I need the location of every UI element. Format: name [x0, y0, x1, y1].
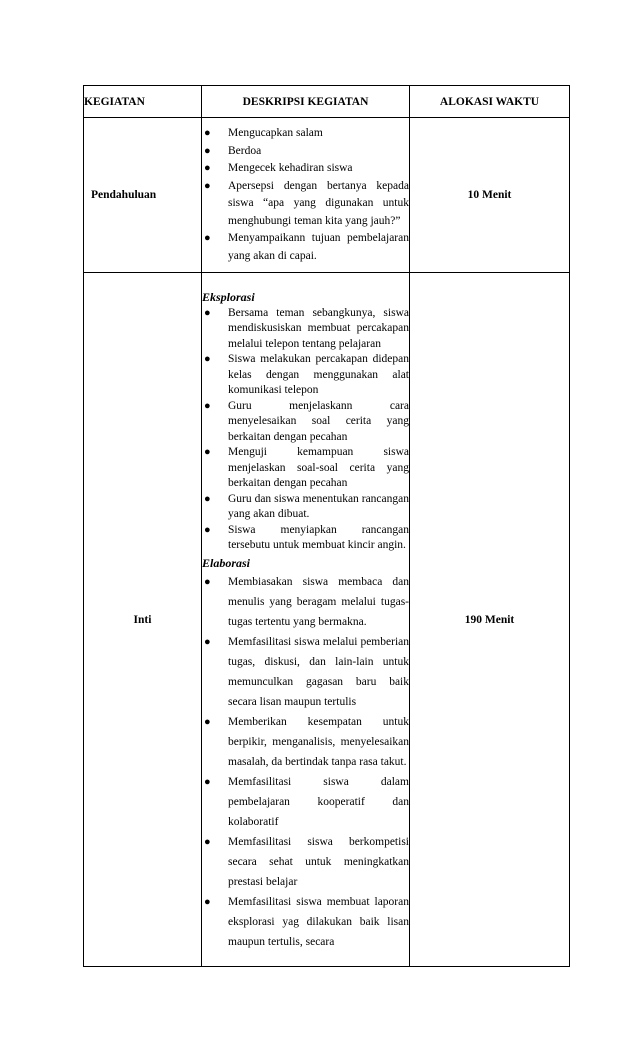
list-item: ● Membiasakan siswa membaca dan menulis yang beragam melalui tugas-tugas tertentu yang bermakna.	[202, 572, 409, 632]
alokasi-cell: 10 Menit	[410, 118, 570, 273]
bullet-dot-icon: ●	[204, 399, 211, 412]
header-alokasi: ALOKASI WAKTU	[410, 86, 570, 118]
eksplorasi-list	[202, 306, 409, 554]
kegiatan-cell: Pendahuluan	[84, 118, 202, 273]
deskripsi-cell	[202, 273, 410, 967]
list-item: ● Berdoa	[202, 143, 409, 161]
list-item: ● Memfasilitasi siswa berkompetisi secara sehat untuk meningkatkan prestasi belajar	[202, 832, 409, 892]
lesson-plan-table	[83, 85, 570, 967]
list-item: ● Menyampaikann tujuan pembelajaran yang akan di capai.	[204, 232, 409, 262]
pendahuluan-list	[202, 125, 409, 265]
table-row-inti	[84, 273, 570, 967]
list-item: ● Memfasilitasi siswa melalui pemberian tugas, diskusi, dan lain-lain untuk memunculkan gagasan baru baik secara lisan maupun tertulis	[202, 632, 409, 712]
list-item: ● Siswa melakukan percakapan didepan kelas dengan menggunakan alat komunikasi telepon	[204, 353, 409, 396]
bullet-dot-icon: ●	[204, 353, 211, 365]
section-title-eksplorasi: Eksplorasi	[202, 289, 255, 304]
list-item: ● Memberikan kesempatan untuk berpikir, menganalisis, menyelesaikan masalah, da bertindak tanpa rasa takut.	[202, 712, 409, 772]
bullet-dot-icon: ●	[204, 523, 211, 536]
list-item: ● Mengucapkan salam	[202, 125, 409, 143]
header-kegiatan: KEGIATAN	[84, 86, 202, 118]
bullet-dot-icon: ●	[204, 575, 211, 588]
deskripsi-cell	[202, 118, 410, 273]
bullet-dot-icon: ●	[204, 446, 211, 458]
list-item: ● Mengecek kehadiran siswa	[202, 160, 409, 178]
bullet-dot-icon: ●	[204, 715, 211, 728]
bullet-dot-icon: ●	[204, 306, 211, 319]
list-item: ● Guru dan siswa menentukan rancangan yang akan dibuat.	[204, 492, 409, 520]
list-item: ● Memfasilitasi siswa dalam pembelajaran kooperatif dan kolaboratif	[202, 772, 409, 832]
list-item: ● Memfasilitasi siswa membuat laporan eksplorasi yag dilakukan baik lisan maupun tertulis, secara	[202, 892, 409, 952]
header-deskripsi: DESKRIPSI KEGIATAN	[202, 86, 410, 118]
bullet-dot-icon: ●	[204, 127, 211, 139]
table-row-pendahuluan	[84, 118, 570, 273]
bullet-dot-icon: ●	[204, 492, 211, 505]
list-item: ● Bersama teman sebangkunya, siswa mendiskusiskan membuat percakapan melalui telepon tentang pelajaran	[204, 306, 409, 350]
list-item: ● Apersepsi dengan bertanya kepada siswa “apa yang digunakan untuk menghubungi teman kita yang jauh?”	[204, 179, 409, 227]
section-title-elaborasi: Elaborasi	[202, 555, 251, 570]
bullet-dot-icon: ●	[204, 775, 211, 788]
table-header-row	[84, 86, 570, 118]
list-item: ● Guru menjelaskann cara menyelesaikan soal cerita yang berkaitan dengan pecahan	[204, 399, 409, 443]
bullet-dot-icon: ●	[204, 895, 211, 908]
list-item: ● Menguji kemampuan siswa menjelaskan soal-soal cerita yang berkaitan dengan pecahan	[204, 446, 409, 489]
bullet-dot-icon: ●	[204, 635, 211, 648]
kegiatan-cell: Inti	[84, 273, 202, 967]
bullet-dot-icon: ●	[204, 232, 211, 244]
elaborasi-list	[202, 572, 409, 952]
bullet-dot-icon: ●	[204, 162, 211, 174]
bullet-dot-icon: ●	[204, 179, 211, 192]
bullet-dot-icon: ●	[204, 835, 211, 848]
list-item: ● Siswa menyiapkan rancangan tersebutu untuk membuat kincir angin.	[204, 523, 409, 551]
alokasi-cell: 190 Menit	[410, 273, 570, 967]
bullet-dot-icon: ●	[204, 144, 211, 157]
